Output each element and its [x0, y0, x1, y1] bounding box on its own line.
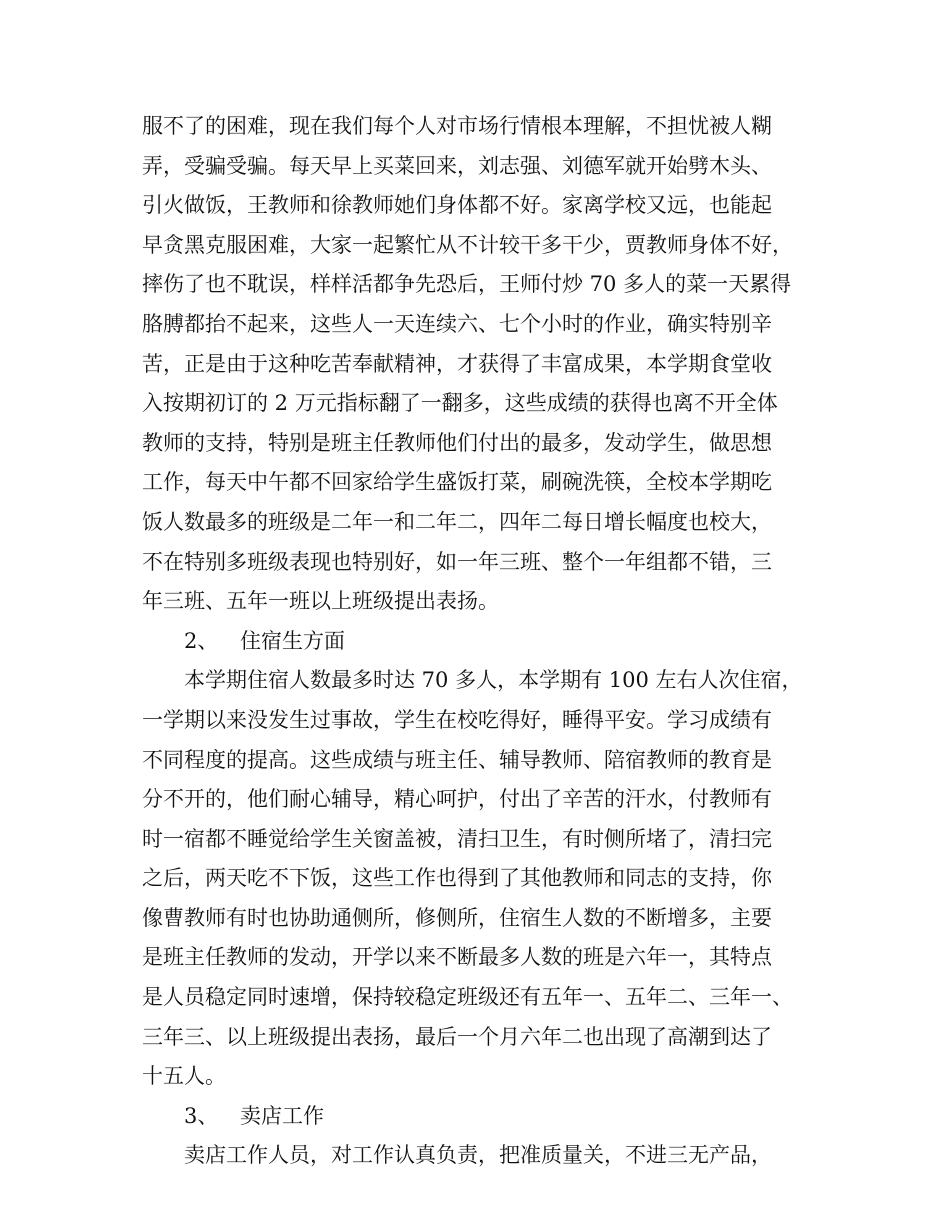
section-title: 住宿生方面: [240, 628, 345, 653]
text-line: 工作，每天中午都不回家给学生盛饭打菜，刷碗洗筷，全校本学期吃: [142, 470, 772, 495]
text-line: 引火做饭，王教师和徐教师她们身体都不好。家离学校又远，也能起: [142, 193, 772, 218]
text-line: 三年三、以上班级提出表扬，最后一个月六年二也出现了高潮到达了: [142, 1024, 772, 1049]
text-line: 是人员稳定同时速增，保持较稳定班级还有五年一、五年二、三年一、: [142, 985, 793, 1010]
text-line: 本学期住宿人数最多时达 70 多人，本学期有 100 左右人次住宿，: [184, 668, 803, 693]
text-line: 像曹教师有时也协助通侧所，修侧所，住宿生人数的不断增多，主要: [142, 905, 772, 930]
text-line: 年三班、五年一班以上班级提出表扬。: [142, 589, 499, 614]
text-line: 早贪黑克服困难，大家一起繁忙从不计较干多干少，贾教师身体不好，: [142, 232, 793, 257]
text-line: 之后，两天吃不下饭，这些工作也得到了其他教师和同志的支持，你: [142, 866, 772, 891]
text-line: 一学期以来没发生过事故，学生在校吃得好，睡得平安。学习成绩有: [142, 707, 772, 732]
section-number: 2、: [184, 628, 219, 653]
section-heading-store: [142, 1097, 832, 1137]
text-line: 不同程度的提高。这些成绩与班主任、辅导教师、陪宿教师的教育是: [142, 747, 772, 772]
body-text: [142, 107, 832, 1176]
section-number: 3、: [184, 1103, 219, 1128]
text-line: 胳膊都抬不起来，这些人一天连续六、七个小时的作业，确实特别辛: [142, 311, 772, 336]
text-line: 是班主任教师的发动，开学以来不断最多人数的班是六年一，其特点: [142, 945, 772, 970]
text-line: 不在特别多班级表现也特别好，如一年三班、整个一年组都不错，三: [142, 549, 772, 574]
text-line: 卖店工作人员，对工作认真负责，把准质量关，不进三无产品，: [184, 1143, 772, 1168]
text-line: 分不开的，他们耐心辅导，精心呵护，付出了辛苦的汗水，付教师有: [142, 787, 772, 812]
text-line: 饭人数最多的班级是二年一和二年二，四年二每日增长幅度也校大，: [142, 509, 772, 534]
text-line: 教师的支持，特别是班主任教师他们付出的最多，发动学生，做思想: [142, 430, 772, 455]
text-line: 苦，正是由于这种吃苦奉献精神，才获得了丰富成果，本学期食堂收: [142, 351, 772, 376]
text-line: 时一宿都不睡觉给学生关窗盖被，清扫卫生，有时侧所堵了，清扫完: [142, 826, 772, 851]
text-line: 摔伤了也不耽误，样样活都争先恐后，王师付炒 70 多人的菜一天累得: [142, 272, 792, 297]
text-line: 弄，受骗受骗。每天早上买菜回来，刘志强、刘德军就开始劈木头、: [142, 153, 772, 178]
section-heading-dormitory: [142, 622, 832, 662]
text-line: 服不了的困难，现在我们每个人对市场行情根本理解，不担忧被人糊: [142, 114, 772, 138]
text-line: 入按期初订的 2 万元指标翻了一翻多，这些成绩的获得也离不开全体: [142, 391, 778, 416]
section-title: 卖店工作: [240, 1103, 324, 1128]
text-line: 十五人。: [142, 1064, 226, 1089]
